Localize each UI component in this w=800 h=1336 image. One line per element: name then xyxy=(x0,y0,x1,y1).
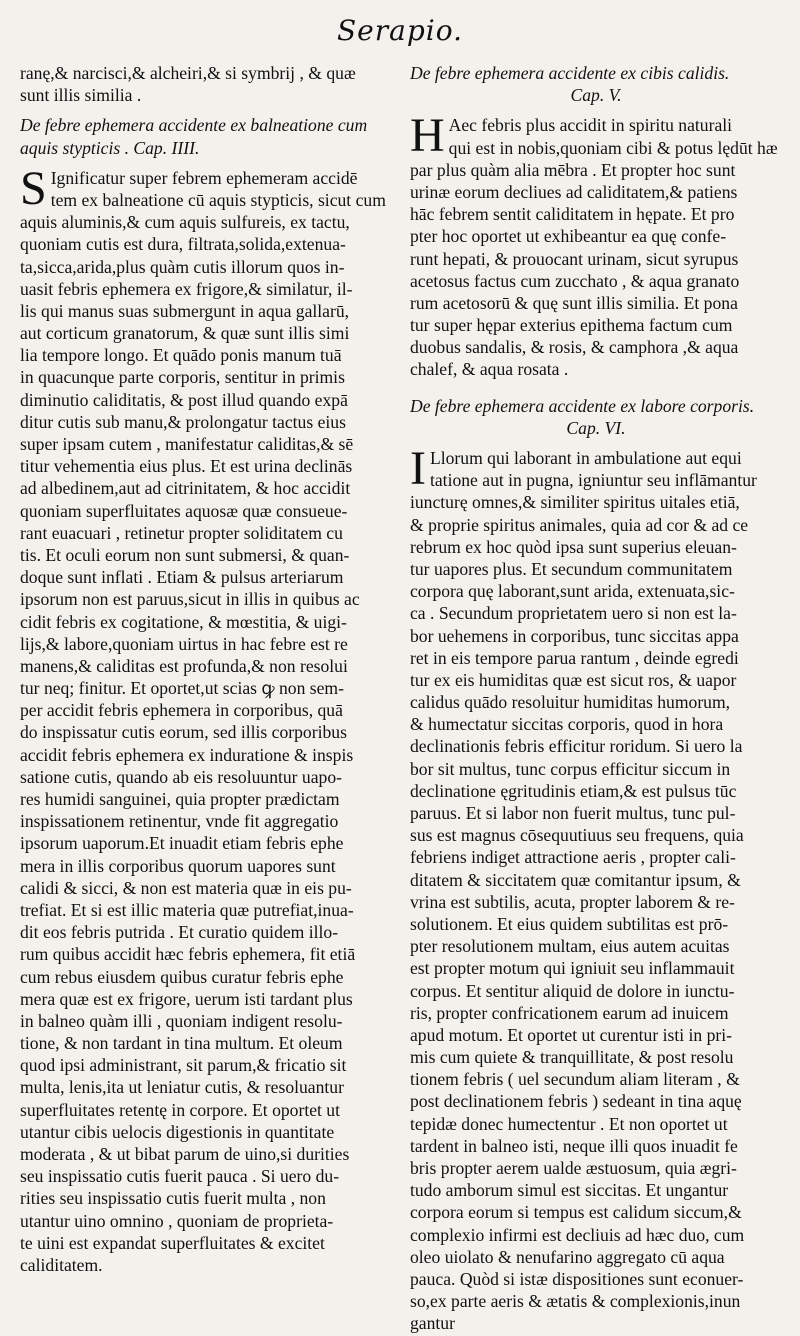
text-line: ad albedinem,aut ad citrinitatem, & hoc accidit xyxy=(20,478,351,499)
drop-cap: H xyxy=(410,109,445,163)
text-line: aquis aluminis,& cum aquis sulfureis, ex tactu, xyxy=(20,212,350,233)
text-line: ris, propter confricationem earum ad inuicem xyxy=(410,1002,729,1023)
text-line: inspissationem retinentur, vnde fit aggregatio xyxy=(20,811,339,832)
text-line: corpora quę laborant,sunt arida, extenuata,sic- xyxy=(410,581,735,602)
text-line: ipsorum non est paruus,sicut in illis in quibus ac xyxy=(20,589,360,610)
text-line: ta,sicca,arida,plus quàm cutis illorum quos in- xyxy=(20,256,345,277)
text-line: & humectatur siccitas corporis, quod in hora xyxy=(410,714,724,735)
drop-cap: S xyxy=(20,161,47,215)
text-line: De febre ephemera accidente ex cibis calidis. xyxy=(410,63,730,83)
text-line: mis cum quiete & tranquillitate, & post resolu xyxy=(410,1047,734,1068)
text-line: Cap. VI. xyxy=(566,417,626,438)
text-line: in quacunque parte corporis, sentitur in primis xyxy=(20,367,345,388)
text-line: pter resolutionem multam, eius autem acuitas xyxy=(410,936,730,957)
text-line: declinationis febris efficitur roridum. Si uero la xyxy=(410,736,743,757)
text-line: ranę,& narcisci,& alcheiri,& si symbrij , & quæ xyxy=(20,63,356,83)
text-line: lis qui manus suas submergunt in aqua gallarū, xyxy=(20,300,350,321)
text-line: urinæ eorum decliues ad caliditatem,& patiens xyxy=(410,181,738,202)
text-line: tur neq; finitur. Et oportet,ut scias ꝙ non sem- xyxy=(20,678,344,699)
text-line: ipsorum uaporum.Et inuadit etiam febris ephe xyxy=(20,833,344,854)
text-line: runt hepati, & prouocant urinam, sicut syrupus xyxy=(410,248,739,269)
text-line: cidit febris ex cogitatione, & mœstitia, & uigi- xyxy=(20,611,347,632)
text-line: sus est magnus cōsequutiuus seu frequens, quia xyxy=(410,825,744,846)
text-line: post declinationem febris ) sedeant in tina aquę xyxy=(410,1091,742,1112)
text-line: manens,& caliditas est profunda,& non resolui xyxy=(20,655,348,676)
text-line: mera in illis corporibus quorum uapores sunt xyxy=(20,855,336,876)
text-line: seu inspissatio cutis fuerit pauca . Si uero du- xyxy=(20,1166,340,1187)
text-line: utantur uino omnino , quoniam de proprieta- xyxy=(20,1210,334,1231)
text-line: tepidæ donec humectentur . Et non oportet ut xyxy=(410,1113,728,1134)
text-line: tur super hępar exterius epithema factum cum xyxy=(410,315,733,336)
text-line: febriens indiget attractione aeris , propter cali- xyxy=(410,847,736,868)
text-line: tem ex balneatione cū aquis stypticis, sicut cum xyxy=(50,189,386,210)
text-line: duobus sandalis, & rosis, & camphora ,& aqua xyxy=(410,337,739,358)
text-line: qui est in nobis,quoniam cibi & potus lędūt hæ xyxy=(448,137,778,158)
text-line: Ignificatur super febrem ephemeram accidē xyxy=(50,167,358,188)
text-line: De febre ephemera accidente ex balneatione cum xyxy=(20,115,368,136)
chapter-5-heading xyxy=(410,62,782,106)
text-line: multa, lenis,ita ut leniatur cutis, & resoluantur xyxy=(20,1077,344,1098)
text-line: rebrum ex hoc quòd ipsa sunt superius eleuan- xyxy=(410,536,737,557)
text-line: rum acetosorū & quę sunt illis similia. Et pona xyxy=(410,292,738,313)
chapter-4-heading xyxy=(20,114,396,158)
text-line: tis. Et oculi eorum non sunt submersi, & quan- xyxy=(20,544,350,565)
text-line: tudo amborum simul est siccitas. Et ungantur xyxy=(410,1180,729,1201)
text-line: iuncturę omnes,& similiter spiritus uitales etiā, xyxy=(410,492,740,513)
text-line: lia tempore longo. Et quādo ponis manum tuā xyxy=(20,345,342,366)
text-line: ret in eis tempore parua rantum , deinde egredi xyxy=(410,647,739,668)
text-line: tatione aut in pugna, igniuntur seu inflāmantur xyxy=(429,470,757,491)
text-line: trefiat. Et si est illic materia quæ putrefiat,inua- xyxy=(20,899,354,920)
text-line: chalef, & aqua rosata . xyxy=(410,359,569,380)
text-line: moderata , & ut bibat parum de uino,si durities xyxy=(20,1144,350,1164)
running-head: Serapio. xyxy=(337,14,463,47)
chapter-6-body xyxy=(410,442,782,1335)
text-line: caliditatem. xyxy=(20,1254,103,1275)
text-line: cum rebus eiusdem quibus curatur febris ephe xyxy=(20,966,344,987)
text-line: pauca. Quòd si istæ dispositiones sunt econuer- xyxy=(410,1268,744,1289)
chapter-5-body xyxy=(410,109,782,380)
text-line: corpus. Et sentitur aliquid de dolore in iunctu- xyxy=(410,980,735,1001)
text-line: est propter motum qui igniuit seu inflammauit xyxy=(410,958,735,979)
text-line: so,ex parte aeris & ætatis & complexionis,inun xyxy=(410,1291,741,1312)
text-line: superfluitates retentę in corpore. Et oportet ut xyxy=(20,1099,340,1120)
drop-cap: I xyxy=(410,442,426,495)
text-line: tardent in balneo isti, neque illi quos inuadit fe xyxy=(410,1135,738,1156)
text-line: res humidi sanguinei, quia propter prædictam xyxy=(20,789,340,809)
text-line: tur uapores plus. Et secundum communitatem xyxy=(410,558,733,579)
text-line: mera quæ est ex frigore, uerum isti tardant plus xyxy=(20,988,353,1009)
text-line: rities seu inspissatio cutis fuerit multa , non xyxy=(20,1188,326,1209)
text-line: calidus quādo resoluitur humiditas humorum, xyxy=(410,692,731,713)
text-line: declinatione ęgritudinis etiam,& est pulsus tūc xyxy=(410,780,737,801)
text-line: par plus quàm alia mēbra . Et propter hoc sunt xyxy=(410,159,736,180)
text-line: sunt illis similia . xyxy=(20,85,142,106)
text-line: pter hoc oportet ut exhibeantur ea quę confe- xyxy=(410,226,727,247)
left-column xyxy=(20,62,396,1276)
text-line: oleo uiolato & nenufarino aggregato cū aqua xyxy=(410,1246,725,1267)
chapter-4-body xyxy=(20,161,396,1276)
text-line: ditatem & siccitatem quæ comitantur ipsum, & xyxy=(410,869,741,890)
text-line: quoniam cutis est dura, filtrata,solida,extenua- xyxy=(20,234,346,255)
text-line: gantur xyxy=(410,1313,455,1334)
text-line: hāc febrem sentit caliditatem in hępate. Et pro xyxy=(410,204,735,225)
text-line: utantur cibis uelocis digestionis in quantitate xyxy=(20,1121,335,1142)
text-line: tionem febris ( uel secundum aliam literam , & xyxy=(410,1069,740,1090)
text-line: satione cutis, quando ab eis resoluuntur uapo- xyxy=(20,766,342,787)
text-line: acetosus factus cum zucchato , & aqua granato xyxy=(410,270,740,291)
right-column xyxy=(410,62,782,1335)
text-line: ditur cutis sub manu,& prolongatur tactus eius xyxy=(20,411,346,432)
text-line: paruus. Et si labor non fuerit multus, tunc pul- xyxy=(410,803,736,823)
left-intro-text xyxy=(20,62,396,106)
text-line: bris propter aerem ualde æstuosum, quia ægri- xyxy=(410,1158,737,1178)
text-line: bor uehemens in corporibus, tunc siccitas appa xyxy=(410,625,739,646)
text-line: uasit febris ephemera ex frigore,& similatur, il- xyxy=(20,278,353,299)
text-line: per accidit febris ephemera in corporibus, quā xyxy=(20,700,343,721)
text-line: aquis stypticis . Cap. IIII. xyxy=(20,137,200,158)
text-line: dit eos febris putrida . Et curatio quidem illo- xyxy=(20,922,339,943)
text-line: accidit febris ephemera ex induratione & inspis xyxy=(20,744,354,765)
text-line: tur ex eis humiditas quæ est sicut ros, & uapor xyxy=(410,669,737,690)
text-line: do inspissatur cutis eorum, sed illis corporibus xyxy=(20,722,347,743)
chapter-6-heading xyxy=(410,395,782,439)
text-line: quod ipsi administrant, sit parum,& fricatio sit xyxy=(20,1055,347,1076)
text-line: tione, & non tardant in tina multum. Et oleum xyxy=(20,1033,343,1054)
text-line: calidi & sicci, & non est materia quæ in eis pu- xyxy=(20,877,352,898)
text-line: complexio infirmi est decliuis ad hæc duo, cum xyxy=(410,1224,745,1245)
text-line: bor sit multus, tunc corpus efficitur siccum in xyxy=(410,758,731,779)
text-line: & proprie spiritus animales, quia ad cor & ad ce xyxy=(410,514,749,535)
text-line: corpora eorum si tempus est calidum siccum,& xyxy=(410,1202,742,1223)
text-line: doque sunt inflati . Etiam & pulsus arteriarum xyxy=(20,567,344,588)
text-line: Llorum qui laborant in ambulatione aut equi xyxy=(429,448,742,468)
text-line: De febre ephemera accidente ex labore corporis. xyxy=(410,395,755,416)
text-line: ca . Secundum proprietatem uero si non est la- xyxy=(410,603,737,624)
text-line: Cap. V. xyxy=(570,85,622,106)
text-line: super ipsam cutem , manifestatur caliditas,& sē xyxy=(20,434,354,454)
text-line: vrina est subtilis, acuta, propter laborem & re- xyxy=(410,891,735,912)
text-line: aut corticum granatorum, & quæ sunt illis simi xyxy=(20,323,350,344)
text-line: diminutio caliditatis, & post illud quando expā xyxy=(20,389,348,410)
text-line: Aec febris plus accidit in spiritu naturali xyxy=(448,115,733,136)
text-line: quoniam superfluitates aquosæ quæ consueue- xyxy=(20,500,348,521)
text-line: te uini est expandat superfluitates & excitet xyxy=(20,1232,325,1253)
text-line: in balneo quàm illi , quoniam indigent resolu- xyxy=(20,1010,343,1031)
text-line: rum quibus accidit hæc febris ephemera, fit etiā xyxy=(20,944,356,965)
text-line: lijs,& labore,quoniam uirtus in hac febre est re xyxy=(20,633,348,654)
text-line: rant euacuari , retinetur propter soliditatem cu xyxy=(20,522,343,543)
text-line: titur vehementia eius plus. Et est urina declinās xyxy=(20,456,353,477)
text-line: solutionem. Et eius quidem subtilitas est prō- xyxy=(410,913,729,934)
text-line: apud motum. Et oportet ut curentur isti in pri- xyxy=(410,1024,733,1045)
